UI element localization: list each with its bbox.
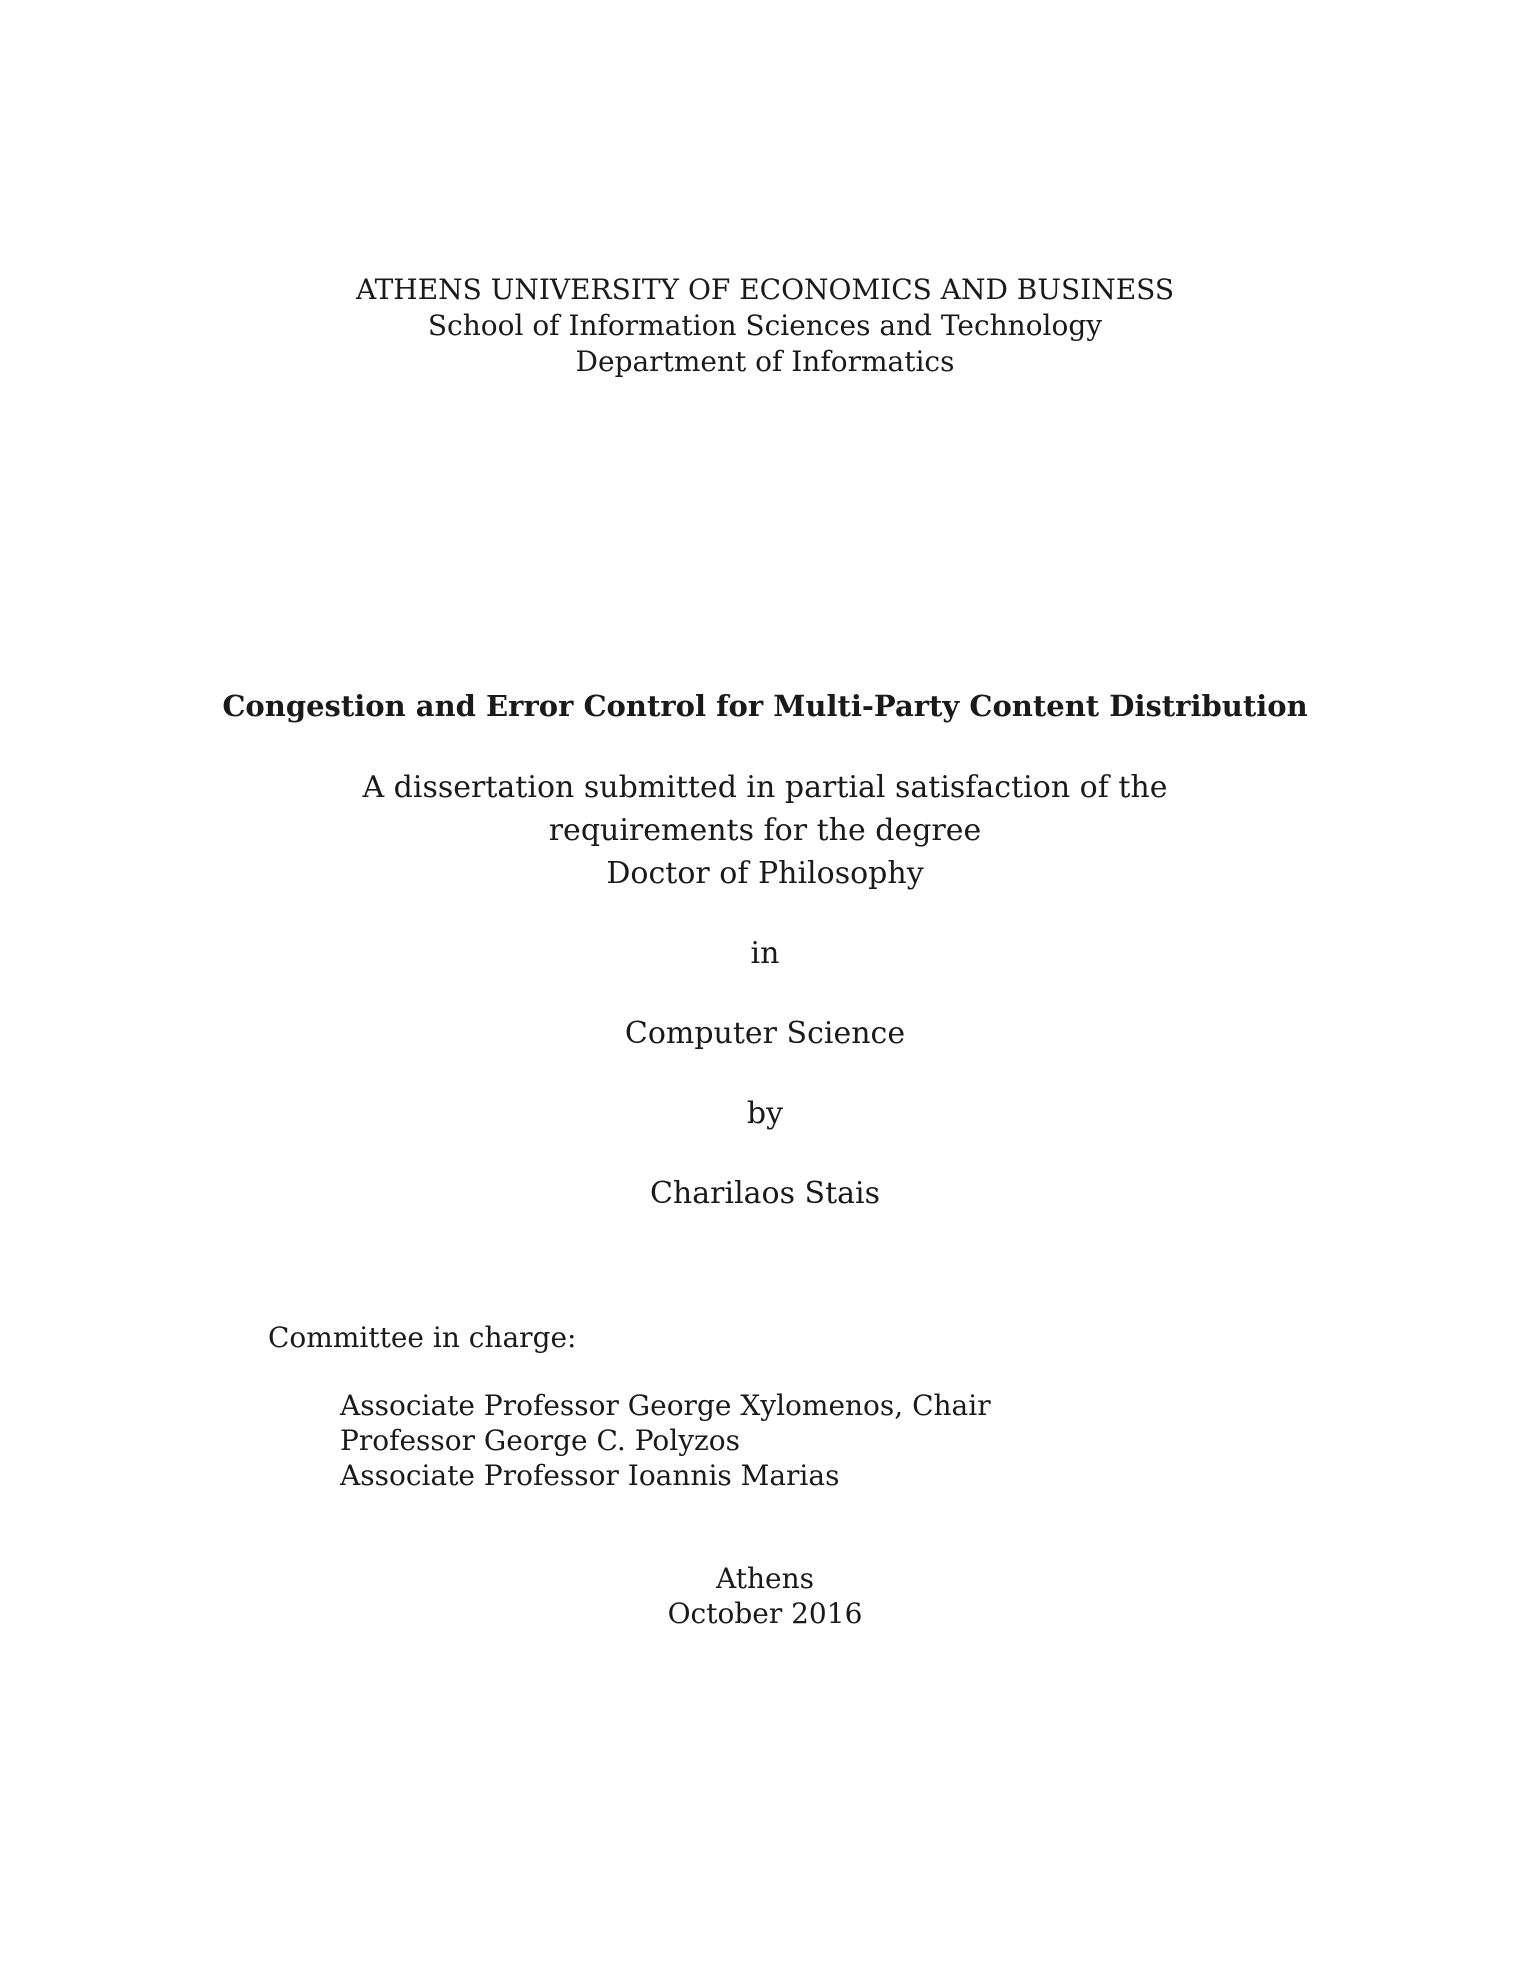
in-label: in [750, 936, 780, 971]
place: Athens [716, 1562, 814, 1595]
degree-name: Doctor of Philosophy [606, 856, 924, 891]
submission-line-1: A dissertation submitted in partial satisfaction of the [362, 770, 1168, 805]
university-name: ATHENS UNIVERSITY OF ECONOMICS AND BUSINESS [355, 273, 1175, 306]
committee-member: Associate Professor George Xylomenos, Chair [340, 1389, 991, 1422]
author-name: Charilaos Stais [649, 1176, 881, 1211]
committee-heading: Committee in charge: [268, 1321, 577, 1354]
submission-line-2: requirements for the degree [548, 813, 982, 848]
department-name: Department of Informatics [575, 345, 955, 378]
committee-member: Professor George C. Polyzos [340, 1424, 741, 1457]
field-name: Computer Science [624, 1016, 906, 1051]
by-label: by [746, 1096, 784, 1131]
date: October 2016 [667, 1597, 863, 1630]
committee-member: Associate Professor Ioannis Marias [340, 1459, 840, 1492]
dissertation-title: Congestion and Error Control for Multi-Party Content Distribution [222, 689, 1308, 723]
school-name: School of Information Sciences and Technology [427, 309, 1103, 342]
